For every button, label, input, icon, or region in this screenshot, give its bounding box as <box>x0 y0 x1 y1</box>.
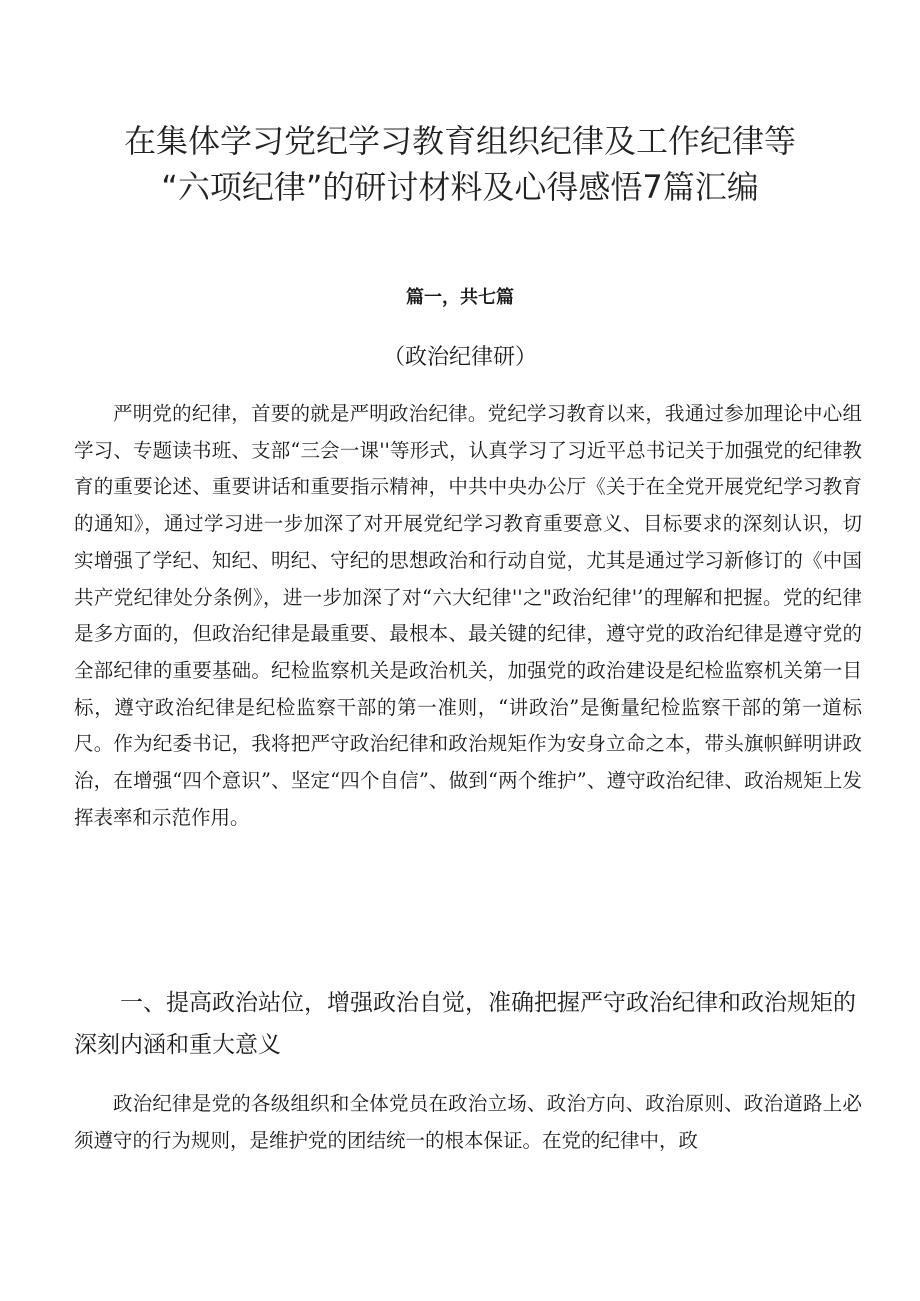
document-title <box>60 118 860 210</box>
part-title: 篇一，共七篇 <box>406 287 514 308</box>
title-line-1: 在集体学习党纪学习教育组织纪律及工作纪律等 <box>123 122 796 160</box>
section-subtitle: （政治纪律研） <box>382 345 537 370</box>
body-paragraph-1: 严明党的纪律，首要的就是严明政治纪律。党纪学习教育以来，我通过参加理论中心组学习、专题读书班、支部“三会一课''等形式，认真学习了习近平总书记关于加强党的纪律教育的重要论述、重要讲话和重要指示精神，中共中央办公厅《关于在全党开展党纪学习教育的通知》，通过学习进一步加深了对开展党纪学习教育重要意义、目标要求的深刻认识，切实增强了学纪、知纪、明纪、守纪的思想政治和行动自觉，尤其是通过学习新修订的《中国共产党纪律处分条例》，进一步加深了对“六大纪律''之"政治纪律'’的理解和把握。党的纪律是多方面的，但政治纪律是最重要、最根本、最关键的纪律，遵守党的政治纪律是遵守党的全部纪律的重要基础。纪检监察机关是政治机关，加强党的政治建设是纪检监察机关第一目标，遵守政治纪律是纪检监察干部的第一准则，“讲政治”是衡量纪检监察干部的第一道标尺。作为纪委书记，我将把严守政治纪律和政治规矩作为安身立命之本，带头旗帜鲜明讲政治，在增强“四个意识”、坚定“四个自信”、做到“两个维护”、遵守政治纪律、政治规矩上发挥表率和示范作用。 <box>74 402 862 829</box>
section-heading-1: 一、提高政治站位，增强政治自觉，准确把握严守政治纪律和政治规矩的深刻内涵和重大意义 <box>74 990 856 1058</box>
body-paragraph-2: 政治纪律是党的各级组织和全体党员在政治立场、政治方向、政治原则、政治道路上必须遵守的行为规则，是维护党的团结统一的根本保证。在党的纪律中，政 <box>74 1092 862 1152</box>
title-line-2: “六项纪律”的研讨材料及心得感悟7篇汇编 <box>161 168 759 206</box>
